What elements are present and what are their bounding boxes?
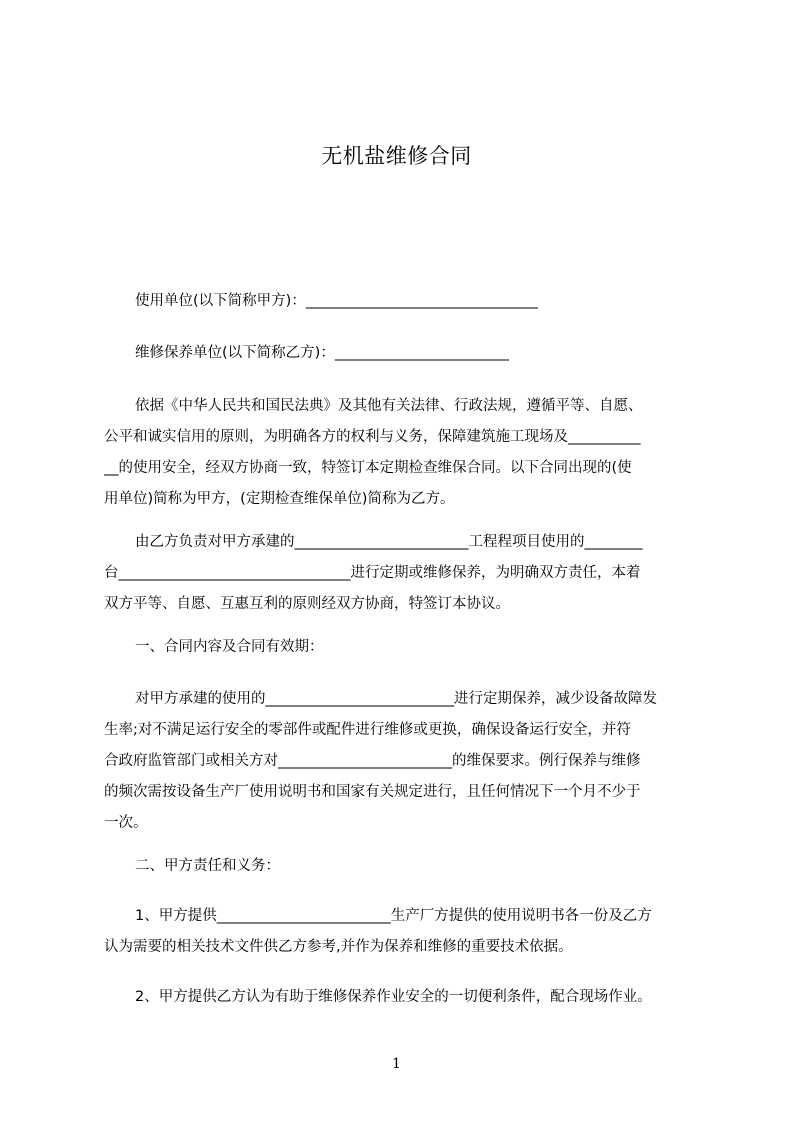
content-line-1: 对甲方承建的使用的__________________________进行定期保养，减少设备故障发: [135, 691, 657, 707]
party-a-duty-2-line-1: 2、甲方提供乙方认为有助于维修保养作业安全的一切便利条件，配合现场作业。: [135, 989, 652, 1005]
section-1-heading: 一、合同内容及合同有效期：: [135, 639, 324, 655]
basis-line-4: 用单位)简称为甲方，(定期检查维保单位)简称为乙方。: [104, 491, 455, 507]
basis-line-1: 依据《中华人民共和国民法典》及其他有关法律、行政法规，遵循平等、自愿、: [135, 398, 643, 414]
content-line-3: 合政府监管部门或相关方对________________________的维保要求。例行保养与维修: [104, 753, 641, 769]
content-line-4: 的频次需按设备生产厂使用说明书和国家有关规定进行，且任何情况下一个月不少于: [104, 784, 641, 800]
document-title: 无机盐维修合同: [321, 144, 472, 168]
responsibility-line-2: 台________________________________进行定期或维修保养，为明确双方责任，本着: [104, 565, 641, 581]
basis-line-2: 公平和诚实信用的原则，为明确各方的权利与义务，保障建筑施工现场及__________: [104, 429, 641, 445]
page-number: 1: [392, 1056, 401, 1072]
basis-line-3: __的使用安全，经双方协商一致，特签订本定期检查维保合同。以下合同出现的(使: [104, 460, 632, 476]
responsibility-line-3: 双方平等、自愿、互惠互利的原则经双方协商，特签订本协议。: [104, 596, 510, 612]
party-a-line: 使用单位(以下简称甲方)：________________________________: [135, 293, 538, 309]
responsibility-line-1: 由乙方负责对甲方承建的________________________工程程项目使用的________: [135, 534, 643, 550]
party-a-duty-1-line-2: 认为需要的相关技术文件供乙方参考,并作为保养和维修的重要技术依据。: [104, 939, 573, 955]
content-line-5: 一次。: [104, 815, 148, 831]
party-b-line: 维修保养单位(以下简称乙方)：________________________: [135, 345, 509, 361]
party-a-duty-1-line-1: 1、甲方提供________________________生产厂方提供的使用说明书各一份及乙方: [135, 908, 652, 924]
content-line-2: 生率;对不满足运行安全的零部件或配件进行维修或更换，确保设备运行安全，并符: [104, 722, 631, 738]
section-2-heading: 二、甲方责任和义务：: [135, 858, 280, 874]
